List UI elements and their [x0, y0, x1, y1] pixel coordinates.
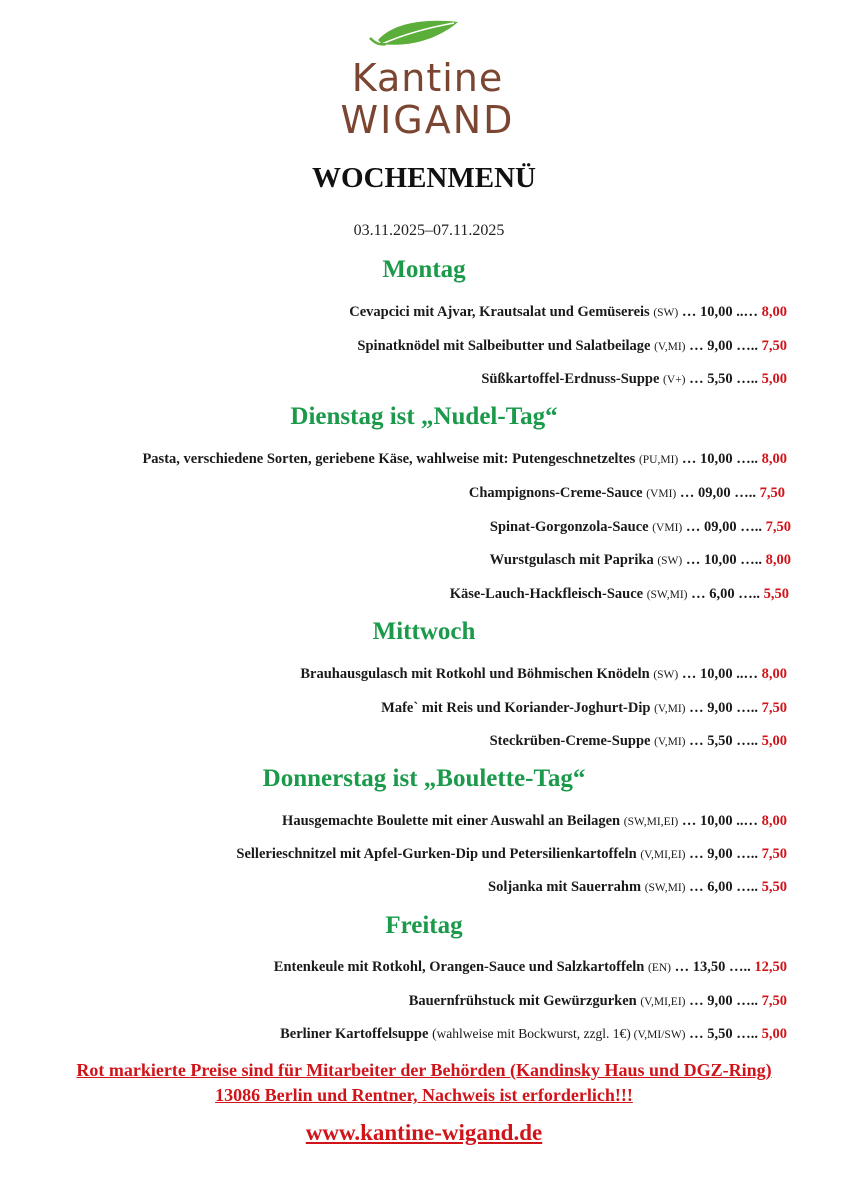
menu-item: Wurstgulasch mit Paprika (SW) … 10,00 ….. 8,00: [489, 552, 791, 568]
footer-note-line2: 13086 Berlin und Rentner, Nachweis ist erforderlich!!!: [215, 1085, 633, 1105]
leaf-icon: [330, 14, 525, 54]
staff-price: 8,00: [765, 552, 791, 568]
menu-item: Steckrüben-Creme-Suppe (V,MI) … 5,50 ….. 5,00: [489, 733, 787, 749]
staff-price: 5,50: [763, 586, 789, 602]
menu-item: Mafe` mit Reis und Koriander-Joghurt-Dip (V,MI) … 9,00 ….. 7,50: [381, 700, 787, 716]
menu-item: Spinatknödel mit Salbeibutter und Salatbeilage (V,MI) … 9,00 ….. 7,50: [357, 338, 787, 354]
staff-price: 7,50: [765, 519, 791, 535]
date-range: 03.11.2025–07.11.2025: [353, 222, 505, 239]
page-title: WOCHENMENÜ: [312, 162, 536, 194]
menu-item: Soljanka mit Sauerrahm (SW,MI) … 6,00 ….. 5,50: [488, 879, 787, 895]
staff-price: 7,50: [761, 993, 787, 1009]
staff-price: 5,00: [761, 371, 787, 387]
staff-price: 5,00: [761, 1026, 787, 1042]
staff-price: 12,50: [754, 959, 787, 975]
menu-item: Pasta, verschiedene Sorten, geriebene Käse, wahlweise mit: Putengeschnetzeltes (PU,MI) … 10,00 ….. 8,00: [142, 451, 787, 467]
staff-price: 8,00: [761, 666, 787, 682]
menu-item: Berliner Kartoffelsuppe (wahlweise mit Bockwurst, zzgl. 1€) (V,MI/SW) … 5,50 ….. 5,00: [280, 1026, 787, 1042]
website-link[interactable]: www.kantine-wigand.de: [305, 1120, 543, 1145]
staff-price: 7,50: [759, 485, 785, 501]
staff-price: 8,00: [761, 451, 787, 467]
day-heading-donnerstag: Donnerstag ist „Boulette-Tag“: [262, 765, 586, 792]
staff-price: 8,00: [761, 813, 787, 829]
staff-price: 5,50: [761, 879, 787, 895]
menu-item: Entenkeule mit Rotkohl, Orangen-Sauce und Salzkartoffeln (EN) … 13,50 ….. 12,50: [273, 959, 787, 975]
day-heading-mittwoch: Mittwoch: [372, 618, 476, 645]
staff-price: 7,50: [761, 700, 787, 716]
logo-text-wigand: WIGAND: [340, 98, 515, 142]
menu-item: Champignons-Creme-Sauce (VMI) … 09,00 ….. 7,50: [468, 485, 785, 501]
footer-note-line1: Rot markierte Preise sind für Mitarbeiter der Behörden (Kandinsky Haus und DGZ-Ring): [76, 1060, 772, 1080]
menu-item: Sellerieschnitzel mit Apfel-Gurken-Dip und Petersilienkartoffeln (V,MI,EI) … 9,00 ….. 7,50: [236, 846, 787, 862]
menu-item: Spinat-Gorgonzola-Sauce (VMI) … 09,00 ….. 7,50: [489, 519, 791, 535]
logo-text-kantine: Kantine: [351, 56, 504, 100]
menu-item: Käse-Lauch-Hackfleisch-Sauce (SW,MI) … 6,00 ….. 5,50: [449, 586, 789, 602]
menu-item: Bauernfrühstuck mit Gewürzgurken (V,MI,EI) … 9,00 ….. 7,50: [408, 993, 787, 1009]
staff-price: 7,50: [761, 338, 787, 354]
menu-item: Süßkartoffel-Erdnuss-Suppe (V+) … 5,50 ….. 5,00: [481, 371, 787, 387]
day-heading-montag: Montag: [382, 256, 466, 283]
staff-price: 5,00: [761, 733, 787, 749]
day-heading-freitag: Freitag: [385, 912, 463, 939]
menu-item: Brauhausgulasch mit Rotkohl und Böhmischen Knödeln (SW) … 10,00 ..… 8,00: [300, 666, 787, 682]
day-heading-dienstag: Dienstag ist „Nudel-Tag“: [290, 403, 558, 430]
logo: [330, 14, 525, 144]
menu-item: Hausgemachte Boulette mit einer Auswahl an Beilagen (SW,MI,EI) … 10,00 ..… 8,00: [282, 813, 787, 829]
menu-item: Cevapcici mit Ajvar, Krautsalat und Gemüsereis (SW) … 10,00 ..… 8,00: [349, 304, 787, 320]
staff-price: 7,50: [761, 846, 787, 862]
staff-price: 8,00: [761, 304, 787, 320]
